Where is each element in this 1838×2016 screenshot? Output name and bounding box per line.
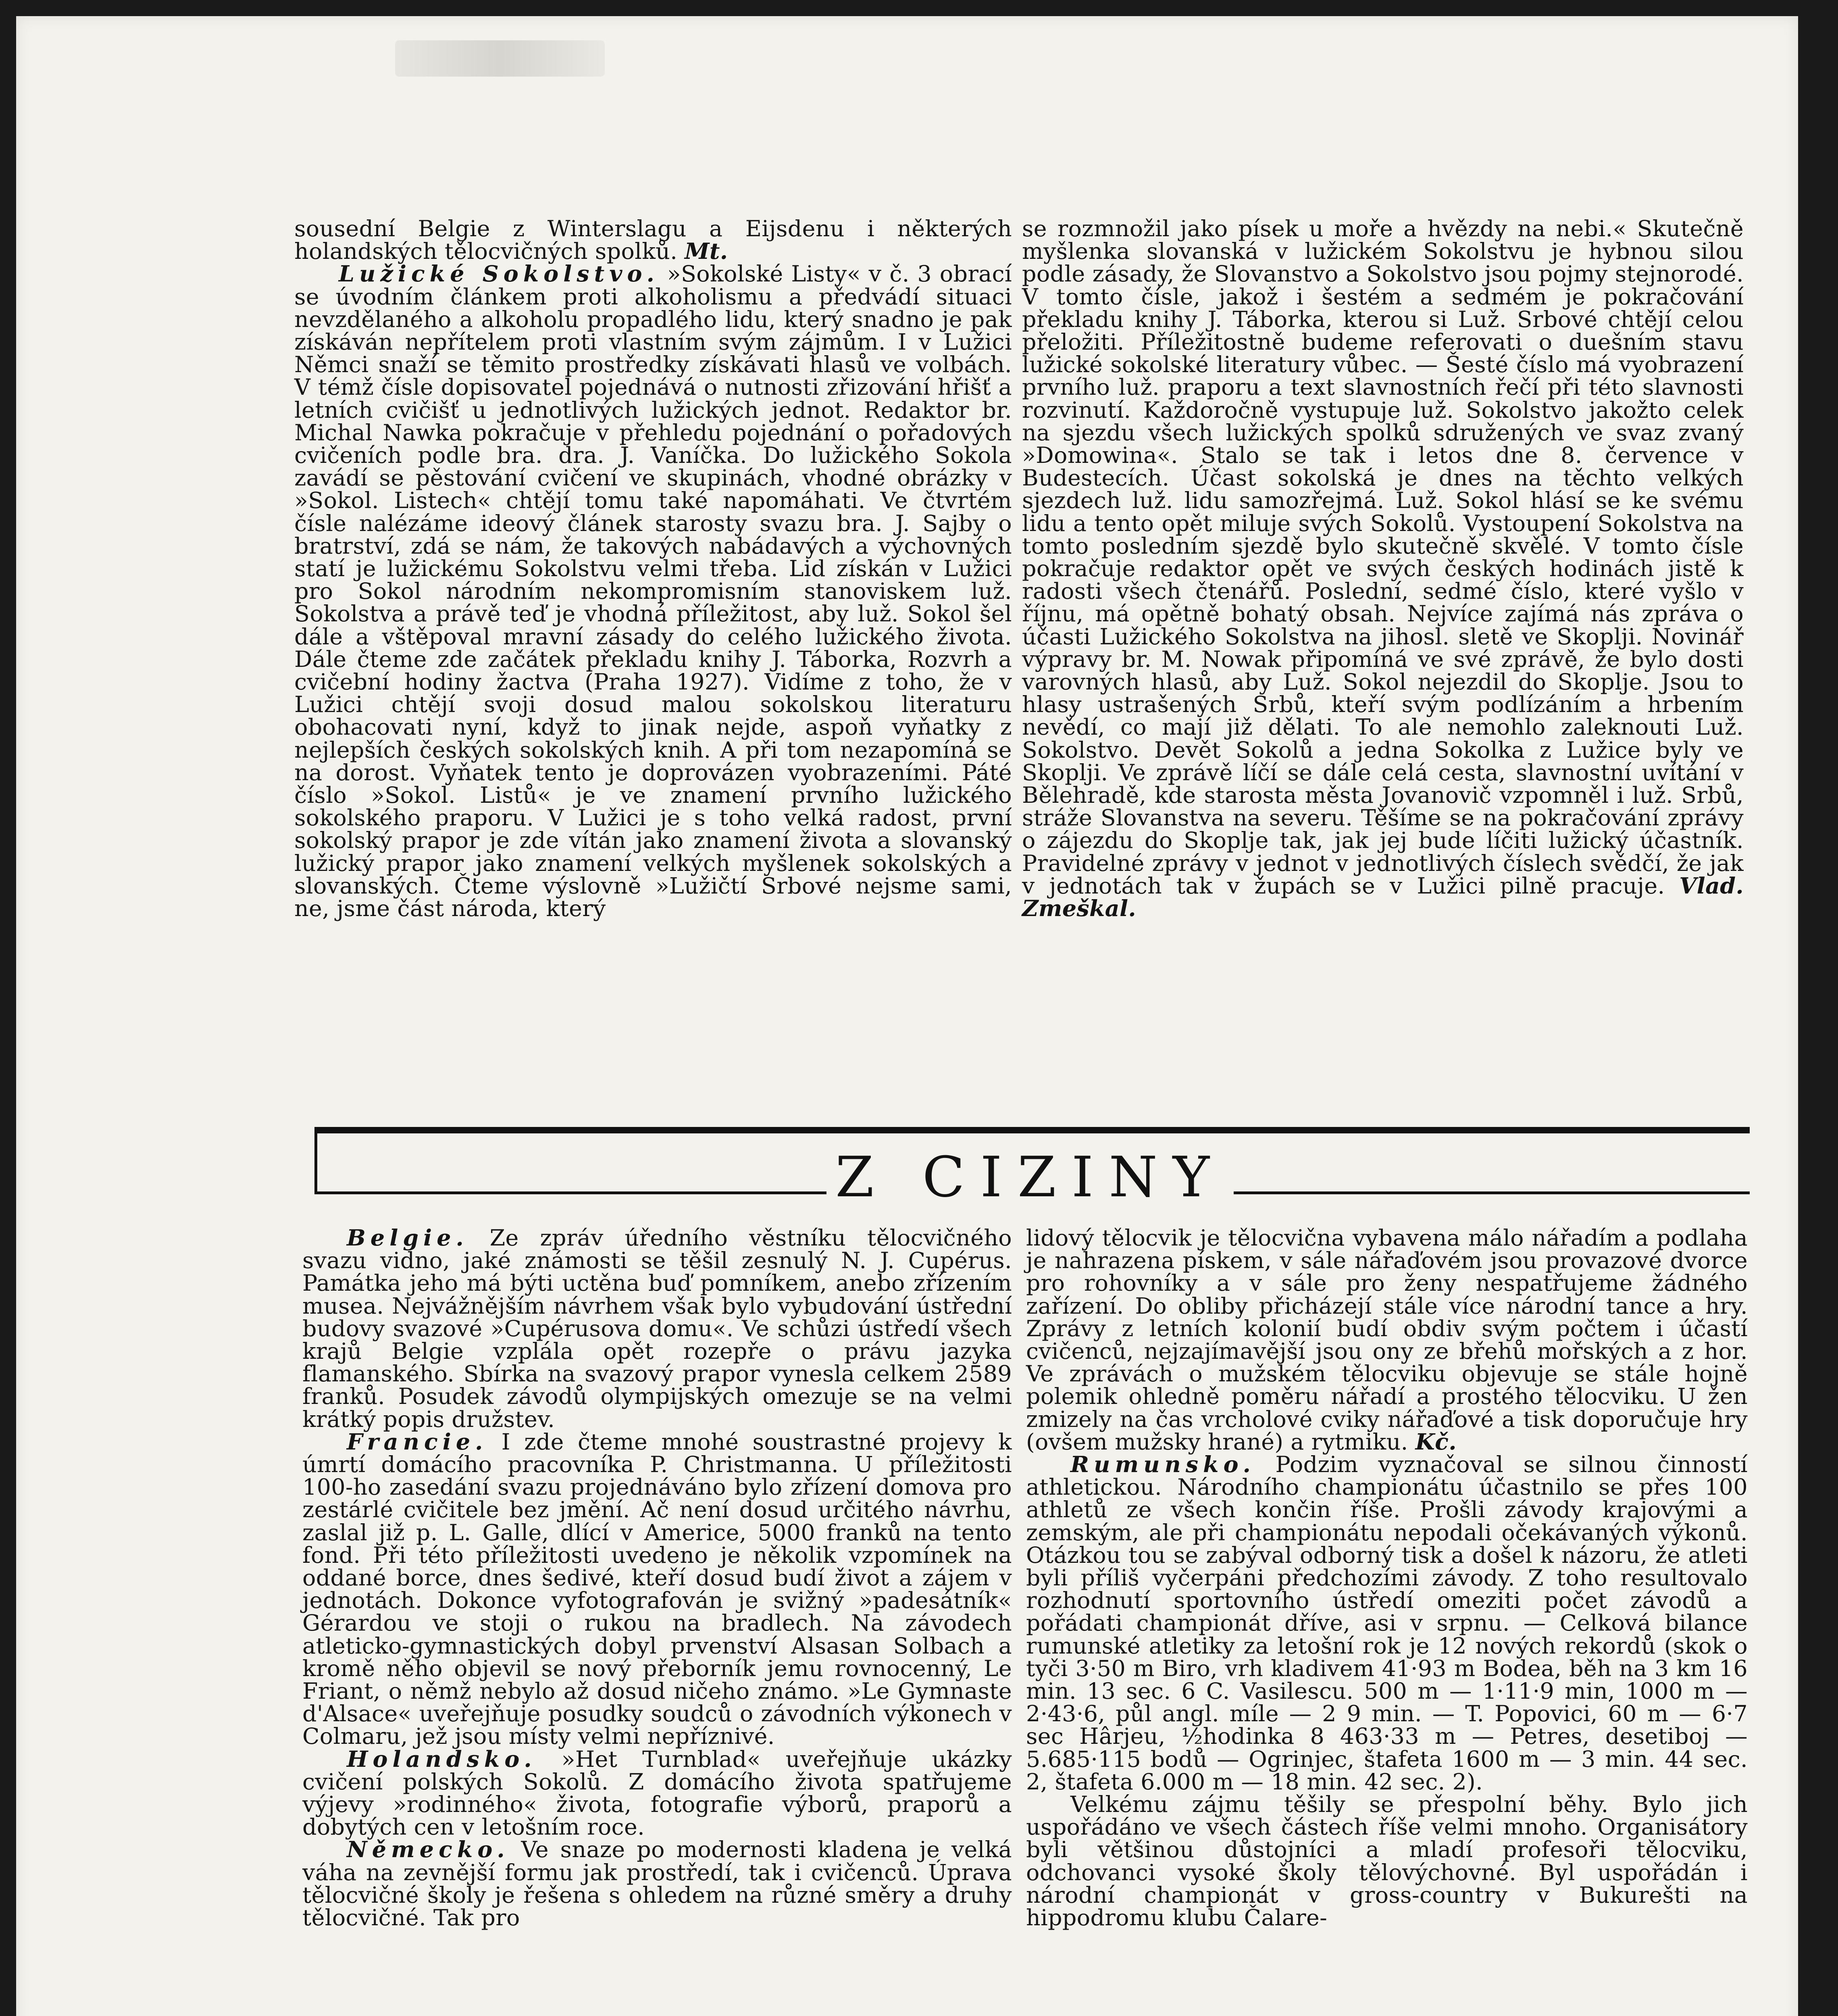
paragraph <box>302 1839 1012 1929</box>
section-kicker: Lužické Sokolstvo. <box>339 261 659 287</box>
paragraph <box>294 218 1012 263</box>
paragraph-text: Ze zpráv úředního věstníku tělocvičného svazu vidno, jaké známosti se těšil zesnulý N. J. Cupérus. Památka jeho má býti uctěna buď pomníkem, anebo zřízením musea. Nejvážnějším návrhem však bylo vybudování ústřední budovy svazové »Cupérusova domu«. Ve schůzi ústředí všech krajů Belgie vzplála opět rozepře o právu jazyka flamanského. Sbírka na svazový prapor vynesla celkem 2589 franků. Posudek závodů olympijských omezuje se na velmi krátký popis družstev. <box>302 1225 1012 1433</box>
author-signature: Kč. <box>1415 1429 1457 1455</box>
paragraph-text: lidový tělocvik je tělocvična vybavena málo nářadím a podlaha je nahrazena pískem, v sále nářaďovém jsou provazové dvorce pro rohovníky a v sále pro ženy nespatřujeme žádného zařízení. Do obliby přicházejí stále více národní tance a hry. Zprávy z letních kolonií budí obdiv svým počtem i účastí cvičenců, nejzajímavější jsou ony ze břehů mořských a z hor. Ve zprávách o mužském tělocviku objevuje se stále hojně polemik ohledně poměru nářadí a prostého tělocviku. U žen zmizely na čas vrcholové cviky nářaďové a tisk doporučuje hry (ovšem mužsky hrané) a rytmiku. <box>1026 1225 1748 1455</box>
paragraph <box>302 1227 1012 1431</box>
paragraph-text: »Het Turnblad« uveřejňuje ukázky cvičení polských Sokolů. Z domácího života spatřujeme výjevy »rodinného« života, fotografie výborů, praporů a dobytých cen v letošním roce. <box>302 1746 1012 1841</box>
section-kicker: Holandsko. <box>347 1746 537 1772</box>
paragraph <box>302 1748 1012 1839</box>
paragraph <box>1026 1227 1748 1454</box>
paragraph-text: se rozmnožil jako písek u moře a hvězdy na nebi.« Skutečně myšlenka slovanská v lužickém Sokolstvu je hybnou silou podle zásady, že Slovanstvo a Sokolstvo jsou pojmy stejnorodé. V tomto čísle, jakož i šestém a sedmém je pokračování překladu knihy J. Táborka, kterou si Luž. Srbové chtějí celou přeložiti. Příležitostně budeme referovati o duešním stavu lužické sokolské literatury vůbec. — Šesté číslo má vyobrazení prvního luž. praporu a text slavnostních řečí při této slavnosti rozvinutí. Každoročně vystupuje luž. Sokolstvo jakožto celek na sjezdu všech lužických spolků sdružených ve svaz zvaný »Domowina«. Stalo se tak i letos dne 8. července v Budestecích. Účast sokolská je dnes na těchto velkých sjezdech luž. lidu samozřejmá. Luž. Sokol hlásí se ke svému lidu a tento opět miluje svých Sokolů. Vystoupení Sokolstva na tomto posledním sjezdě bylo skutečně skvělé. V tomto čísle pokračuje redaktor opět ve svých českých hodinách jistě k radosti všech čtenářů. Poslední, sedmé číslo, které vyšlo v říjnu, má opětně bohatý obsah. Nejvíce zajímá nás zpráva o účasti Lužického Sokolstva na jihosl. sletě ve Skoplji. Novinář výpravy br. M. Nowak připomíná ve své zprávě, že bylo dosti varovných hlasů, aby Luž. Sokol nejezdil do Skoplje. Jsou to hlasy ustrašených Srbů, kteří svým podlízáním a hrbením nevědí, co mají již dělati. To ale nemohlo zaleknouti Luž. Sokolstvo. Devět Sokolů a jedna Sokolka z Lužice byly ve Skoplji. Ve zprávě líčí se dále celá cesta, slavnostní uvítání v Bělehradě, kde starosta města Jovanovič vzpomněl i luž. Srbů, stráže Slovanstva na severu. Těšíme se na pokračování zprávy o zájezdu do Skoplje tak, jak jej bude líčiti lužický účastník. Pravidelné zprávy v jednot v jednotlivých číslech svědčí, že jak v jednotách tak v župách se v Lužici pilně pracuje. <box>1022 216 1744 899</box>
column-bottom-left <box>302 1227 1012 1929</box>
page <box>16 16 1798 2016</box>
paragraph-text: »Sokolské Listy« v č. 3 obrací se úvodním článkem proti alkoholismu a předvádí situaci nevzdělaného a alkoholu propadlého lidu, který snadno je pak získáván nepřítelem proti vlastním svým zájmům. I v Lužici Němci snaží se těmito prostředky získávati hlasů ve volbách. V témž čísle dopisovatel pojednává o nutnosti zřizování hřišť a letních cvičišť u jednotlivých lužických jednot. Redaktor br. Michal Nawka pokračuje v přehledu pojednání o pořadových cvičeních podle bra. dra. J. Vaníčka. Do lužického Sokola zavádí se pěstování cvičení ve skupinách, vhodné obrázky v »Sokol. Listech« chtějí tomu také napomáhati. Ve čtvrtém čísle nalézáme ideový článek starosty svazu bra. J. Sajby o bratrství, zdá se nám, že takových nabádavých a výchovných statí je lužickému Sokolstvu velmi třeba. Lid získán v Lužici pro Sokol národním nekompromisním stanoviskem luž. Sokolstva a právě teď je vhodná příležitost, aby luž. Sokol šel dále a vštěpoval mravní zásady do celého lužického života. Dále čteme zde začátek překladu knihy J. Táborka, Rozvrh a cvičební hodiny žactva (Praha 1927). Vidíme z toho, že v Lužici chtějí svoji dosud malou sokolskou literaturu obohacovati nyní, když to jinak nejde, aspoň vyňatky z nejlepších českých sokolských knih. A při tom nezapomíná se na dorost. Vyňatek tento je doprovázen vyobrazeními. Páté číslo »Sokol. Listů« je ve znamení prvního lužického sokolského praporu. V Lužici je s toho velká radost, první sokolský prapor je zde vítán jako znamení života a slovanský lužický prapor jako znamení velkých myšlenek sokolských a slovanských. Čteme výslovně »Lužičtí Srbové nejsme sami, ne, jsme část národa, který <box>294 261 1012 922</box>
paragraph <box>1026 1793 1748 1929</box>
heading-rule-vertical <box>314 1127 317 1193</box>
heading-rule-right <box>1234 1191 1750 1194</box>
column-top-right <box>1022 218 1744 920</box>
section-kicker: Rumunsko. <box>1070 1452 1255 1478</box>
scan-smudge <box>395 40 605 77</box>
author-signature: Mt. <box>685 238 728 265</box>
paragraph <box>1022 218 1744 920</box>
section-heading: Z CIZINY <box>835 1145 1225 1210</box>
paragraph-text: I zde čteme mnohé soustrastné projevy k úmrtí domácího pracovníka P. Christmanna. U příležitosti 100-ho zasedání svazu projednáváno bylo zřízení domova pro zestárlé cvičitele bez jmění. Ač není dosud určitého návrhu, zaslal již p. L. Galle, dlící v Americe, 5000 franků na tento fond. Při této příležitosti uvedeno je několik vzpomínek na oddané borce, dnes šedivé, kteří dosud budí život a zájem v jednotách. Dokonce vyfotografován je svižný »padesátník« Gérardou ve stoji o rukou na bradlech. Na závodech atleticko-gymnastických dobyl prvenství Alsasan Solbach a kromě něho objevil se nový přeborník jemu rovnocenný, Le Friant, o němž nebylo až dosud ničeho známo. »Le Gymnaste d'Alsace« uveřejňuje posudky soudců o závodních výkonech v Colmaru, jež jsou místy velmi nepříznivé. <box>302 1429 1012 1750</box>
heading-rule-top <box>314 1127 1750 1133</box>
paragraph-text: Ve snaze po modernosti kladena je velká váha na zevnější formu jak prostředí, tak i cvičenců. Úprava tělocvičné školy je řešena s ohledem na různé směry a druhy tělocvičné. Tak pro <box>302 1837 1012 1931</box>
author-signature: Vlad. Zmeškal. <box>1022 873 1744 922</box>
paragraph-text: Podzim vyznačoval se silnou činností athletickou. Národního championátu účastnilo se přes 100 athletů ze všech končin říše. Prošli závody krajovými a zemským, ale při championátu nepodali očekávaných výkonů. Otázkou tou se zabýval odborný tisk a došel k názoru, že atleti byli příliš vyčerpáni předchozími závody. Z toho resultovalo rozhodnutí sportovního ústředí omeziti počet závodů a pořádati championát dříve, asi v srpnu. — Celková bilance rumunské atletiky za letošní rok je 12 nových rekordů (skok o tyči 3·50 m Biro, vrh kladivem 41·93 m Bodea, běh na 3 km 16 min. 13 sec. 6 C. Vasilescu. 500 m — 1·11·9 min, 1000 m — 2·43·6, půl angl. míle — 2 9 min. — T. Popovici, 60 m — 6·7 sec Hârjeu, ½hodinka 8 463·33 m — Petres, desetiboj — 5.685·115 bodů — Ogrinjec, štafeta 1600 m — 3 min. 44 sec. 2, štafeta 6.000 m — 18 min. 42 sec. 2). <box>1026 1452 1748 1795</box>
column-bottom-right <box>1026 1227 1748 1929</box>
paragraph <box>1026 1454 1748 1793</box>
paragraph <box>294 263 1012 920</box>
section-kicker: Německo. <box>347 1837 510 1863</box>
column-top-left <box>294 218 1012 920</box>
section-kicker: Francie. <box>347 1429 488 1455</box>
paragraph-text: sousední Belgie z Winterslagu a Eijsdenu i některých holandských tělocvičných spolků. <box>294 216 1012 265</box>
heading-rule-left <box>314 1191 826 1194</box>
paragraph <box>302 1431 1012 1748</box>
section-kicker: Belgie. <box>347 1225 468 1251</box>
paragraph-text: Velkému zájmu těšily se přespolní běhy. Bylo jich uspořádáno ve všech částech říše velmi mnoho. Organisátory byli většinou důstojníci a mladí profesoři tělocviku, odchovanci vysoké školy tělovýchovné. Byl uspořádán i národní championát v gross-country v Bukurešti na hippodromu klubu Čalare- <box>1026 1791 1748 1931</box>
